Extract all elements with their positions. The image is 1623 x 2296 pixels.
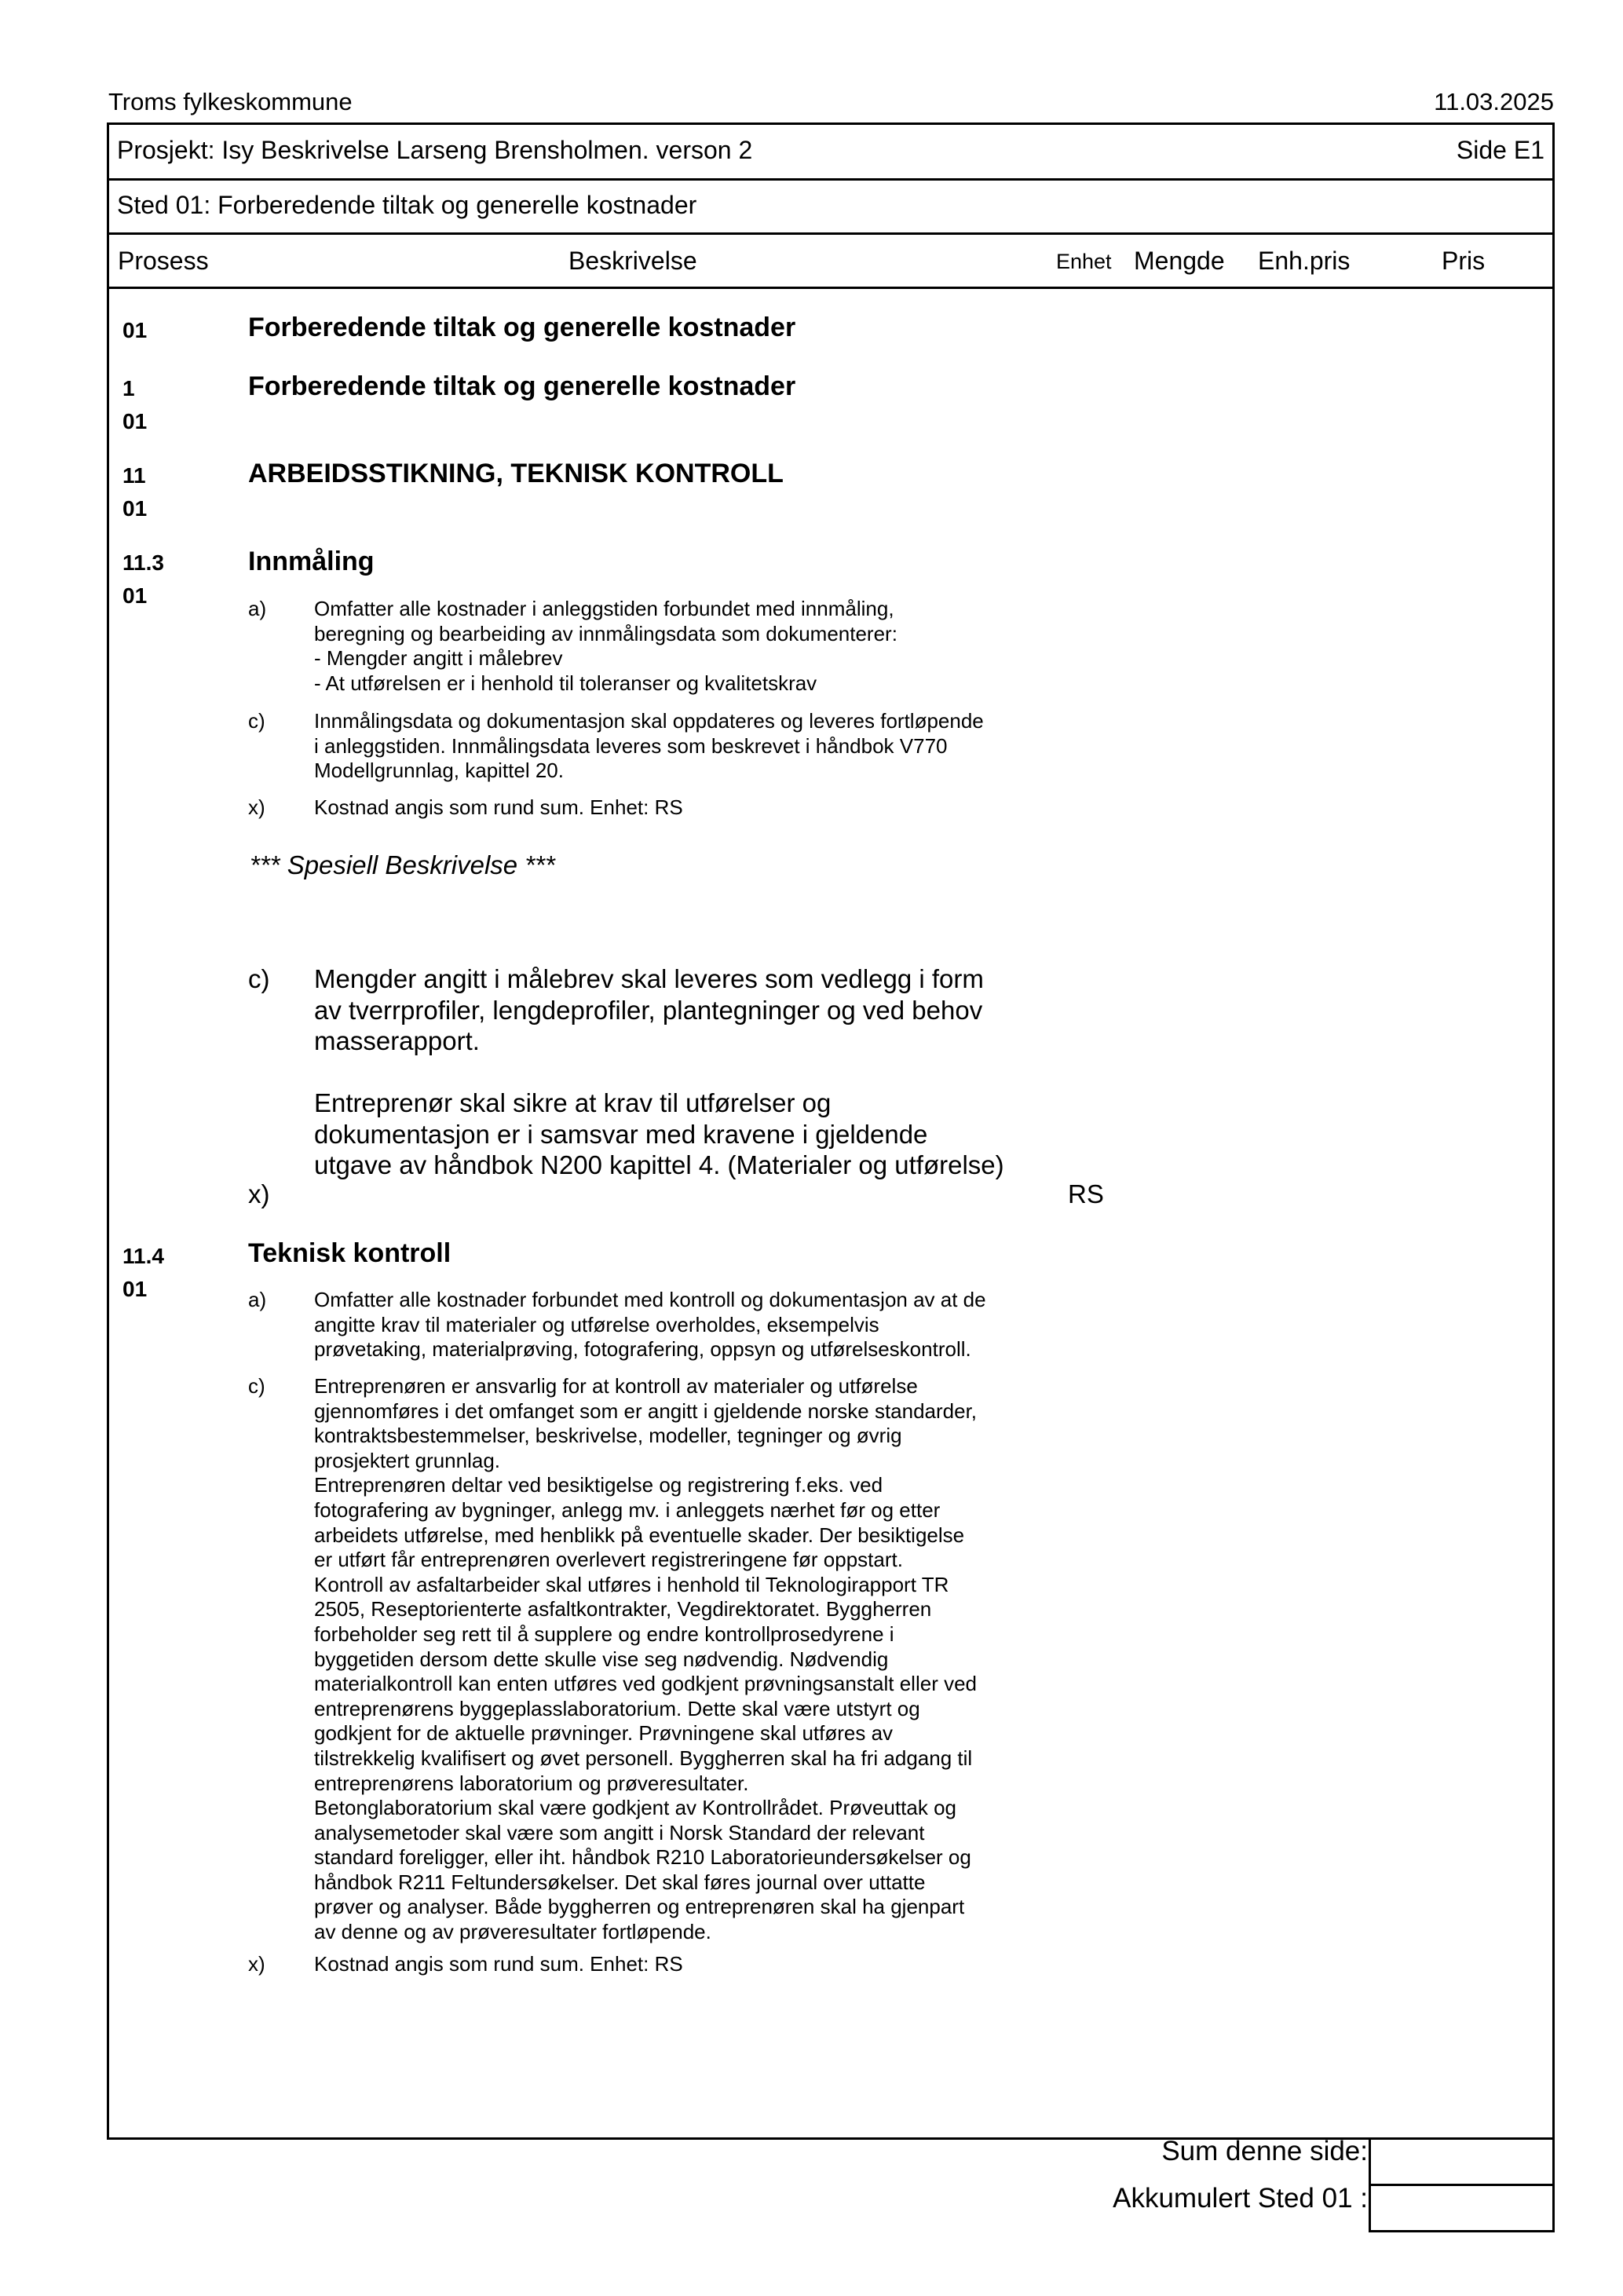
accumulated-field bbox=[1369, 2184, 1555, 2232]
item-text: Kostnad angis som rund sum. Enhet: RS bbox=[314, 1952, 683, 1976]
item-label: a) bbox=[248, 1288, 267, 1311]
project-title: Prosjekt: Isy Beskrivelse Larseng Brensholmen. verson 2 bbox=[117, 136, 753, 164]
item-text: Omfatter alle kostnader forbundet med kontroll og dokumentasjon av at de angitte krav til materialer og utførelse overholdes, eksempelvis prøvetaking, materialprøving, fotografering, oppsyn og utførelseskontroll. bbox=[314, 1288, 986, 1362]
item-text: Omfatter alle kostnader i anleggstiden forbundet med innmåling, beregning og bearbeiding av innmålingsdata som dokumenterer: - Mengder angitt i målebrev - At utførelsen er i henhold til toleranser og kvalitetskrav bbox=[314, 597, 897, 695]
page-sum-label: Sum denne side: bbox=[1161, 2136, 1368, 2166]
col-unit-price: Enh.pris bbox=[1258, 247, 1351, 275]
entry-heading: Forberedende tiltak og generelle kostnader bbox=[248, 371, 796, 401]
unit-value: RS bbox=[1068, 1179, 1104, 1208]
process-code: 11.3 01 bbox=[122, 550, 164, 608]
process-code: 01 bbox=[122, 318, 148, 342]
item-label: a) bbox=[248, 597, 267, 620]
item-label: c) bbox=[248, 709, 265, 733]
document-date: 11.03.2025 bbox=[1434, 88, 1554, 115]
entry-heading: ARBEIDSSTIKNING, TEKNISK KONTROLL bbox=[248, 459, 784, 488]
project-row bbox=[107, 122, 1555, 181]
item-text: Entreprenøren er ansvarlig for at kontroll av materialer og utførelse gjennomføres i det omfanget som er angitt i gjeldende norske standarder, kontraktsbestemmelser, beskrivelse, modeller, tegninger og øvrig prosjektert grunnlag. Entreprenøren deltar ved besiktigelse og registrering f.eks. ved fotografering av bygninger, anlegg mv. i anleggets nærhet før og etter arbeidets utførelse, med henblikk på eventuelle skader. Der besiktigelse er utført får entreprenøren overlevert registreringene før oppstart. Kontroll av asfaltarbeider skal utføres i henhold til Teknologirapport TR 2505, Reseptorienterte asfaltkontrakter, Vegdirektoratet. Byggherren forbeholder seg rett til å supplere og endre kontrollprosedyrene i byggetiden dersom dette skulle vise seg nødvendig. Nødvendig materialkontroll kan enten utføres ved godkjent prøvningsanstalt eller ved entreprenørens byggeplasslaboratorium. Dette skal være utstyrt og godkjent for de aktuelle prøvninger. Prøvningene skal utføres av tilstrekkelig kvalifisert og øvet personell. Byggherren skal ha fri adgang til entreprenørens laboratorium og prøveresultater. Betonglaboratorium skal være godkjent av Kontrollrådet. Prøveuttak og analysemetoder skal være som angitt i Norsk Standard der relevant standard foreligger, eller iht. håndbok R210 Laboratorieundersøkelser og håndbok R211 Feltundersøkelser. Det skal føres journal over uttatte prøver og analyser. Både byggherren og entreprenøren skal ha gjenpart av denne og av prøveresultater fortløpende. bbox=[314, 1374, 978, 1944]
item-label: x) bbox=[248, 1179, 270, 1208]
item-text: Mengder angitt i målebrev skal leveres som vedlegg i form av tverrprofiler, lengdeprofiler, plantegninger og ved behov masserapport. Entreprenør skal sikre at krav til utførelser og dokumentasjon er i samsvar med kravene i gjeldende utgave av håndbok N200 kapittel 4. (Materialer og utførelse) bbox=[314, 964, 1004, 1179]
item-label: c) bbox=[248, 964, 270, 993]
organization-name: Troms fylkeskommune bbox=[108, 88, 353, 115]
col-description: Beskrivelse bbox=[568, 247, 697, 275]
page-number: Side E1 bbox=[1456, 136, 1544, 164]
col-process: Prosess bbox=[118, 247, 209, 275]
accumulated-label: Akkumulert Sted 01 : bbox=[1113, 2183, 1368, 2214]
process-code: 1 01 bbox=[122, 376, 148, 433]
item-text: Kostnad angis som rund sum. Enhet: RS bbox=[314, 795, 683, 819]
entry-heading: Forberedende tiltak og generelle kostnader bbox=[248, 313, 796, 342]
col-unit: Enhet bbox=[1056, 250, 1112, 273]
item-label: x) bbox=[248, 1952, 265, 1976]
item-text: Innmålingsdata og dokumentasjon skal oppdateres og leveres fortløpende i anleggstiden. Innmålingsdata leveres som beskrevet i håndbok V770 Modellgrunnlag, kapittel 20. bbox=[314, 709, 984, 783]
entry-heading: Innmåling bbox=[248, 547, 375, 576]
item-label: c) bbox=[248, 1374, 265, 1398]
entry-heading: Teknisk kontroll bbox=[248, 1238, 451, 1268]
col-price: Pris bbox=[1442, 247, 1486, 275]
item-label: x) bbox=[248, 795, 265, 819]
process-code: 11 01 bbox=[122, 463, 148, 521]
special-description-heading: *** Spesiell Beskrivelse *** bbox=[250, 850, 555, 879]
process-code: 11.4 01 bbox=[122, 1244, 164, 1301]
site-row bbox=[107, 178, 1555, 235]
site-title: Sted 01: Forberedende tiltak og generelle kostnader bbox=[117, 191, 697, 219]
col-quantity: Mengde bbox=[1134, 247, 1225, 275]
page-sum-field bbox=[1369, 2137, 1555, 2186]
